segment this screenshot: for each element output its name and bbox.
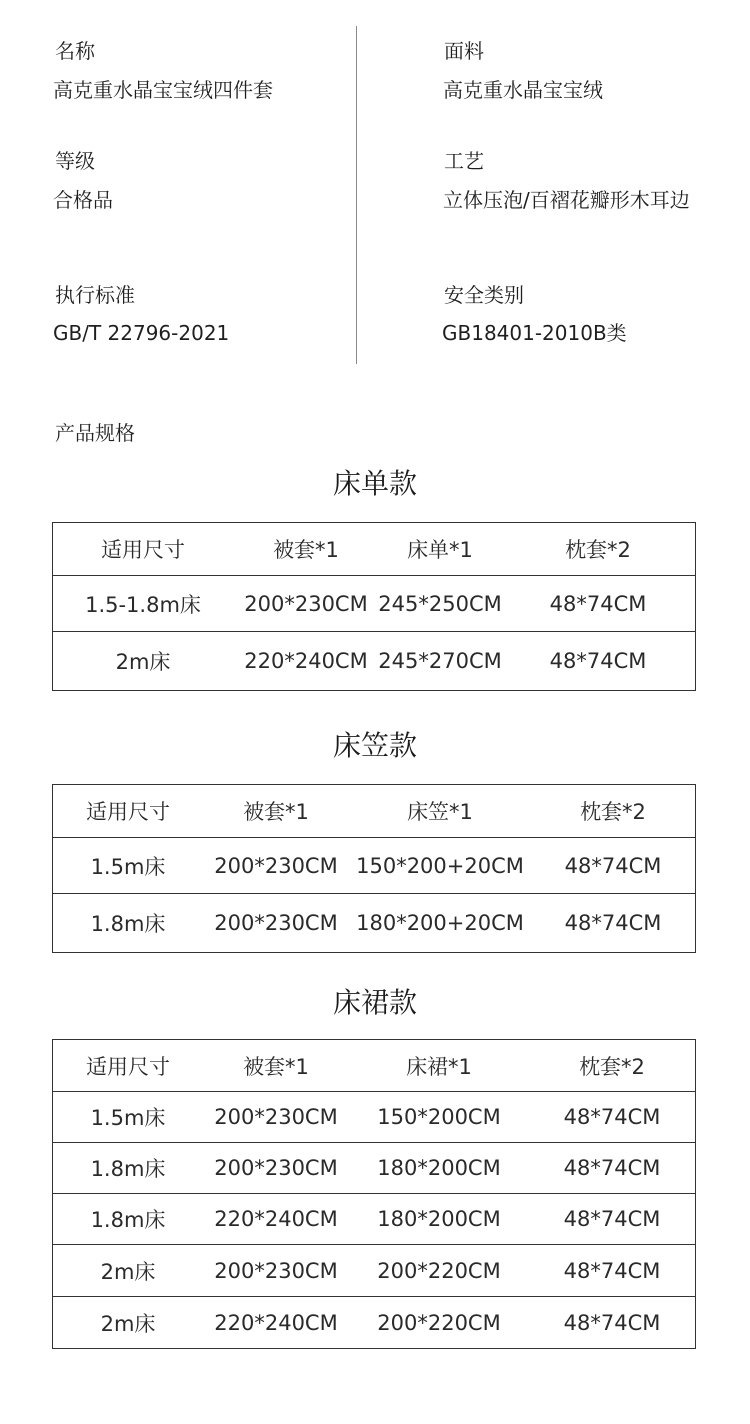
header-cell-duvet: 被套*1 [243,1054,309,1079]
cell-pillowcase: 48*74CM [549,649,647,673]
cell-size: 1.8m床 [90,1157,166,1181]
name-label: 名称 [55,39,95,63]
cell-pillowcase: 48*74CM [549,591,647,616]
table-row [53,838,695,894]
cell-skirt: 180*200CM [377,1207,501,1231]
table-row [53,632,695,690]
header-cell-fitted: 床笠*1 [407,800,473,824]
cell-duvet: 200*230CM [214,1105,338,1129]
name-value: 高克重水晶宝宝绒四件套 [53,78,273,102]
cell-size: 2m床 [115,650,171,674]
cell-size: 1.8m床 [90,1208,166,1232]
cell-fitted: 180*200+20CM [356,911,524,935]
header-cell-pillowcase: 枕套*2 [579,1054,645,1079]
cell-pillowcase: 48*74CM [563,1258,661,1283]
section-label: 产品规格 [55,421,135,445]
cell-skirt: 200*220CM [377,1258,501,1283]
header-cell-pillowcase: 枕套*2 [565,538,631,562]
table-header-row [53,1040,695,1092]
spec-table-fitted [52,784,696,953]
header-cell-size: 适用尺寸 [86,800,170,824]
cell-duvet: 200*230CM [214,853,338,878]
safety-value: GB18401-2010B类 [442,321,627,345]
cell-skirt: 150*200CM [377,1105,501,1129]
cell-duvet: 200*230CM [214,1156,338,1180]
table-title-sheet: 床单款 [332,467,417,500]
standard-value: GB/T 22796-2021 [53,321,230,345]
craft-label: 工艺 [444,149,484,173]
cell-duvet: 200*230CM [214,1258,338,1283]
cell-duvet: 220*240CM [214,1310,338,1335]
cell-size: 2m床 [100,1311,156,1336]
table-title-fitted: 床笠款 [332,729,417,762]
table-header-row [53,785,695,838]
cell-pillowcase: 48*74CM [564,911,662,935]
fabric-value: 高克重水晶宝宝绒 [443,78,603,102]
cell-pillowcase: 48*74CM [564,853,662,878]
standard-label: 执行标准 [55,283,135,307]
table-row [53,1092,695,1143]
cell-pillowcase: 48*74CM [563,1105,661,1129]
fabric-label: 面料 [444,39,484,63]
cell-sheet: 245*250CM [378,591,502,616]
table-row [53,1194,695,1245]
table-title-skirt: 床裙款 [332,986,417,1019]
grade-label: 等级 [55,149,95,173]
header-cell-duvet: 被套*1 [243,800,309,824]
header-cell-sheet: 床单*1 [407,538,473,562]
cell-size: 1.5m床 [90,854,166,879]
cell-duvet: 220*240CM [214,1207,338,1231]
cell-duvet: 200*230CM [244,591,368,616]
cell-sheet: 245*270CM [378,649,502,673]
cell-pillowcase: 48*74CM [563,1156,661,1180]
table-header-row [53,523,695,576]
grade-value: 合格品 [53,188,113,212]
cell-size: 1.8m床 [90,912,166,936]
cell-duvet: 220*240CM [244,649,368,673]
spec-table-skirt [52,1039,696,1349]
table-row [53,1143,695,1194]
info-divider [356,26,357,364]
craft-value: 立体压泡/百褶花瓣形木耳边 [443,188,690,212]
table-row [53,894,695,952]
cell-pillowcase: 48*74CM [563,1207,661,1231]
header-cell-pillowcase: 枕套*2 [580,800,646,824]
header-cell-size: 适用尺寸 [86,1054,170,1079]
safety-label: 安全类别 [444,283,524,307]
cell-size: 1.5-1.8m床 [85,592,201,617]
header-cell-skirt: 床裙*1 [406,1054,472,1079]
cell-size: 2m床 [100,1259,156,1284]
spec-table-sheet [52,522,696,691]
header-cell-size: 适用尺寸 [101,538,185,562]
cell-skirt: 180*200CM [377,1156,501,1180]
cell-pillowcase: 48*74CM [563,1310,661,1335]
cell-size: 1.5m床 [90,1106,166,1130]
cell-duvet: 200*230CM [214,911,338,935]
table-row [53,1297,695,1348]
header-cell-duvet: 被套*1 [273,538,339,562]
cell-skirt: 200*220CM [377,1310,501,1335]
cell-fitted: 150*200+20CM [356,853,524,878]
table-row [53,576,695,632]
table-row [53,1245,695,1297]
